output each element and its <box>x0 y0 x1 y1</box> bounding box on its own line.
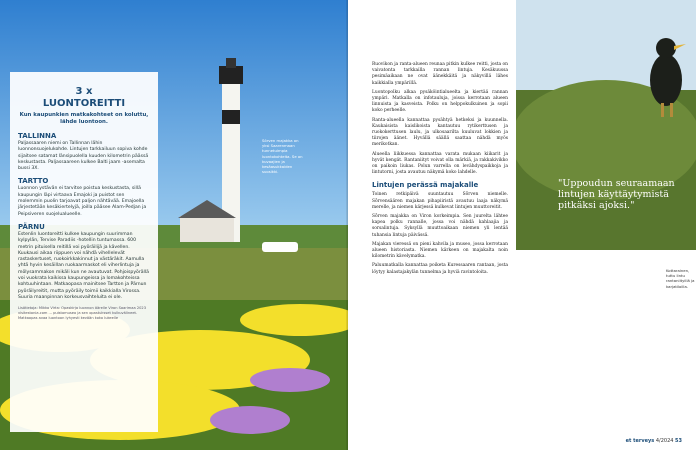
sidebar-text-parnu: Estenlin luontoreitti kulkee kaupungin suurimman kylpylän, Tervise Paradiis -hotellin tuntumassa. 600 metrin pituisella reitillä voi pyöräilijä ja kävellen. Kuukausi aikaa riippuen voi nähdä vihellelevät rastaskertuset, ruokoirkkakinnut ja västäräkit. Aamulla yhtä hyvin kesäillan ruokaarmaskot eli viherlintuja ja mölysammakon mikäli kun ne avautuvat. Pohjoispyörällä voi vuokrata kaikissa kaupungeissa ja lomakohteissa kohtuuhintaan. Matkaopasa mainitsee Tartton ja Pärnun pyöräilyreitit, mutta pyöräily toimii kaikkialla Virossa. Suuria maanpinnan korkeusvaihteluita ei ole. <box>18 231 149 300</box>
sidebar-box <box>10 72 158 432</box>
sidebar-text-tallinna: Paljassaaren niemi on Tallinnan lähin luonnonsuojelukohde. Lintujen tarkkailuun sopiva kohde sijaitsee satamat länsipuolella kuuden kilometrin päässä keskustasta. Paljassaareen kulkee Balti jaam -asemalta bussi 3X. <box>18 141 149 172</box>
starling-photo <box>516 0 696 250</box>
sidebar-text-tartto: Luonnon ystävän ei tarvitse poistua keskustasta, sillä kaupungin läpi virtaava Emajoki ja puistot sen molemmin puolin tarjoavat paljon nähtävää. Emajoella järjestetään kesäkiertelyjä, joilla pääsee Alam-Pedjan ja Peipsiveren suojelualueelle. <box>18 186 147 217</box>
photo-caption-starling: Kottarainen, tuttu lintu rantaniityillä ja karjatiloilla. <box>666 268 695 289</box>
paragraph: Toinen retkipäivä suuntautuu Sõrven niemelle. Sõrvensäären majakan pihapiiristä avautuu laaja näkymä merelle, ja niemen kärjessä kulkevat lintujen muuttoreitit. <box>372 192 508 210</box>
sidebar-subtitle: Kun kaupunkien matkakohteet on koluttu, lähde luontoon. <box>19 112 149 125</box>
paragraph: Ranta-alueella kannattaa pysähtyä hetkeksi ja kuunnella. Kaukaisista kaislikoista kantautuu rytikerttusen ja ruokokerttusen laulu, ja ulkosaarilta kuuluvat lokkien ja tiirojen äänet. Hyvällä säällä saattaa nähdä myös merikotkan. <box>372 117 508 148</box>
text-column-1 <box>372 62 508 279</box>
issue-number: 4/2024 <box>655 438 674 444</box>
pull-quote: "Uppoudun seuraamaan lintujen käyttäytymistä pitkäksi ajoksi." <box>558 178 675 211</box>
sidebar-heading-tartto: TARTTO <box>18 177 49 186</box>
right-page <box>348 0 696 450</box>
sidebar-title: 3 x LUONTOREITTI <box>42 86 126 109</box>
paragraph: Sõrven majakka on Viron korkeimpia. Sen juurelta lähtee kapea polku rannalle, jossa voi nähdä kahlaajia ja sorsalintuja. Syksyllä muuttoaikaan niemen yli lentää tuhansia lintuja päivässä. <box>372 214 508 238</box>
paragraph: Majakan vieressä on pieni kahvila ja museo, jossa kerrotaan alueen historiasta. Niemen kärkeen on majakalta noin kilometrin kävelymatka. <box>372 241 508 260</box>
paragraph: Ruovikon ja ranta-alueen reunaa pitkin kulkee reitti, josta on vaivatonta tarkkailla rannan lintuja. Kesäkuussa pesimäaikaan ne ovat äänekkäitä ja näkyvillä lähes kaikkialla ympärillä. <box>372 62 508 86</box>
page-number: 53 <box>675 438 682 444</box>
page-footer <box>626 438 682 444</box>
paragraph: Luontopolku alkaa pysäköintialueelta ja kiertää rannan ympäri. Matkalla on infotauluja, joissa kerrotaan alueen linnuista ja kasveista. Polku on helppokulkuinen ja sopii koko perheelle. <box>372 89 508 114</box>
paragraph: Paluumatkalla kannattaa poiketa Kuressaaren rantaan, josta löytyy kalastajakylän tunnelma ja hyviä ravintoloita. <box>372 263 508 275</box>
sidebar-credit: Lisätietoja: Mikko Virta: Opaskirja luonnon äärelle Viron Saarimaa 2023 visitestonia.com ... puistomuseo ja sen opastuksset kulkuvälineet. Matkaopas avaa luontoon lyhyesti kevään koko lukeelle <box>18 306 146 321</box>
sidebar-heading-tallinna: TALLINNA <box>18 132 57 140</box>
sidebar-heading-parnu: PÄRNU <box>18 222 45 231</box>
paragraph: Alueella liikkuessa kannattaa varata mukaan kiikarit ja hyvät kengät. Rantaniityt voivat olla märkiä, ja rakkakivikko on paikoin liukas. Polun varrella on levähdyspaikkoja ja lintutorni, josta avautuu näkymä koko lahdelle. <box>372 151 508 176</box>
magazine-name: et terveys <box>625 438 655 444</box>
section-heading-lighthouse: Lintujen perässä majakalle <box>372 181 479 190</box>
photo-caption-lighthouse: Sõrven majakka on yksi Saarenmaan tunnetuimpia luontokohteita. Se on kuvaajien ja kesäasukkaiden suosikki. <box>262 138 303 175</box>
